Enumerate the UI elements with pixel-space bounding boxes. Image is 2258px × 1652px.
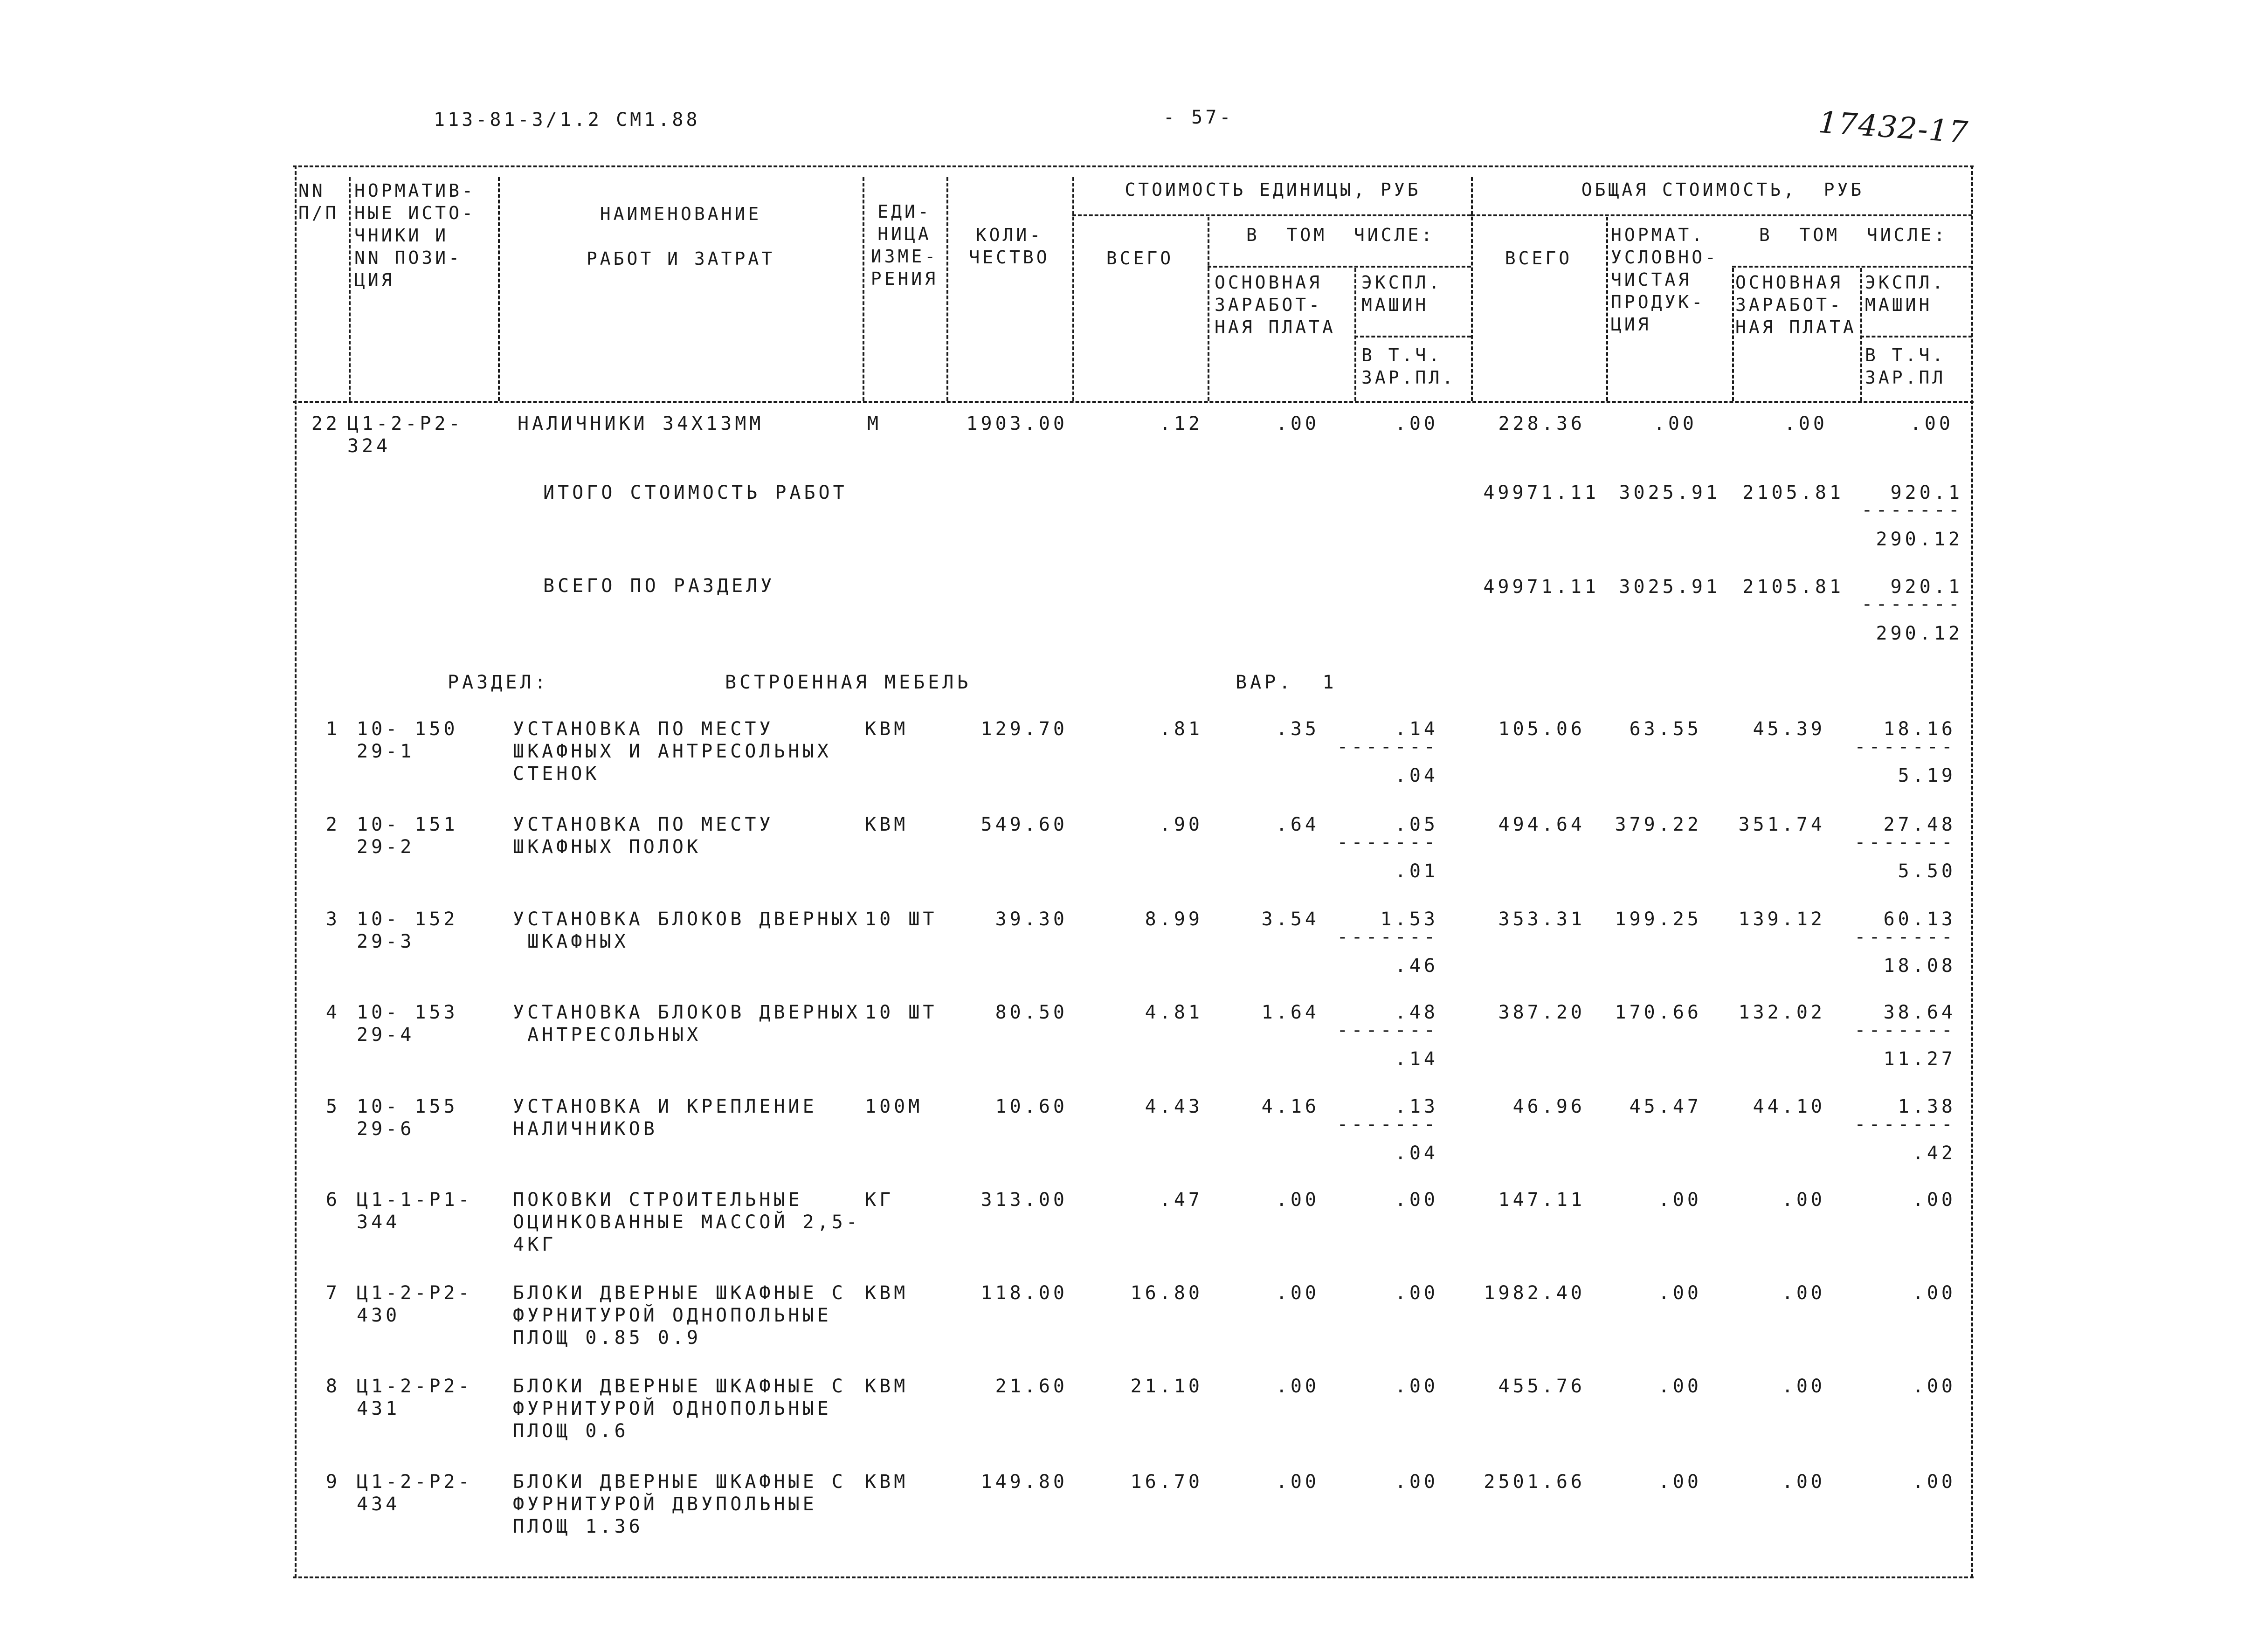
header-col-qty: КОЛИ- ЧЕСТВО: [969, 225, 1050, 268]
row-total-mach-wage: 5.50: [1898, 860, 1956, 882]
header-separator: [1860, 268, 1862, 401]
row-unit: КГ: [865, 1189, 894, 1211]
header-separator: [498, 177, 500, 401]
header-unit-mach-wage: В Т.Ч. ЗАР.ПЛ.: [1361, 345, 1456, 388]
row-unit-total: .47: [1159, 1189, 1203, 1211]
header-col-name: НАИМЕНОВАНИЕ РАБОТ И ЗАТРАТ: [586, 204, 775, 269]
row-unit-rule: -------: [1337, 736, 1438, 757]
row-name: БЛОКИ ДВЕРНЫЕ ШКАФНЫЕ С ФУРНИТУРОЙ ОДНОПОЛЬНЫЕ ПЛОЩ 0.6: [513, 1376, 846, 1442]
row-total-norm: 379.22: [1615, 814, 1702, 835]
row-qty: 549.60: [981, 814, 1068, 835]
row-unit: КВМ: [865, 718, 909, 740]
row-unit-mach-wage: .04: [1395, 1143, 1438, 1164]
row-total-mach-wage: 11.27: [1883, 1048, 1956, 1070]
row-unit-total: 21.10: [1130, 1376, 1203, 1397]
row-total-wage: .00: [1782, 1471, 1825, 1493]
row-unit-wage: .64: [1276, 814, 1319, 835]
totals-wage: 2105.81: [1742, 482, 1844, 503]
row-unit-rule: -------: [1337, 1019, 1438, 1041]
header-col-unit: ЕДИ- НИЦА ИЗМЕ- РЕНИЯ: [870, 201, 939, 289]
row-total-mach: 27.48: [1883, 814, 1956, 835]
row-total-wage: .00: [1784, 413, 1828, 434]
row-unit-rule: -------: [1337, 1114, 1438, 1135]
header-separator: [1606, 217, 1608, 401]
totals-mach-wage: 290.12: [1876, 529, 1963, 550]
row-total-norm: .00: [1658, 1376, 1702, 1397]
row-unit-wage: .00: [1276, 413, 1319, 434]
section-variant: ВАР. 1: [1236, 672, 1337, 693]
row-unit-mach-wage: .14: [1395, 1048, 1438, 1070]
row-unit-wage: .00: [1276, 1189, 1319, 1211]
header-total-cost: ОБЩАЯ СТОИМОСТЬ, РУБ: [1581, 179, 1864, 200]
row-total-norm: .00: [1658, 1189, 1702, 1211]
row-name: ПОКОВКИ СТРОИТЕЛЬНЫЕ ОЦИНКОВАННЫЕ МАССОЙ 2,5- 4КГ: [513, 1189, 861, 1255]
row-total: 1982.40: [1484, 1282, 1585, 1304]
row-name: УСТАНОВКА БЛОКОВ ДВЕРНЫХ ШКАФНЫХ: [513, 909, 861, 952]
row-number: 6: [325, 1189, 340, 1211]
row-name: УСТАНОВКА БЛОКОВ ДВЕРНЫХ АНТРЕСОЛЬНЫХ: [513, 1002, 861, 1046]
row-name: УСТАНОВКА ПО МЕСТУ ШКАФНЫХ И АНТРЕСОЛЬНЫХ СТЕНОК: [513, 718, 832, 785]
row-unit: 10 ШТ: [865, 909, 938, 930]
row-unit-wage: 1.64: [1261, 1002, 1319, 1023]
row-total-wage: 139.12: [1738, 909, 1825, 930]
row-unit-mach-wage: .01: [1395, 860, 1438, 882]
totals-mach: 920.1: [1890, 576, 1963, 598]
row-total: 353.31: [1498, 909, 1585, 930]
row-norm-source: Ц1-2-Р2- 431: [357, 1376, 473, 1419]
row-total-mach-wage: 5.19: [1898, 765, 1956, 786]
row-unit-mach: 1.53: [1380, 909, 1438, 930]
row-unit: 10 ШТ: [865, 1002, 938, 1023]
header-unit-incl: В ТОМ ЧИСЛЕ:: [1246, 225, 1435, 245]
header-separator: [349, 177, 351, 401]
header-total-wage: ОСНОВНАЯ ЗАРАБОТ- НАЯ ПЛАТА: [1735, 272, 1857, 337]
section-label: РАЗДЕЛ:: [448, 672, 549, 693]
row-total-rule: -------: [1854, 736, 1956, 757]
row-total-wage: 44.10: [1753, 1096, 1825, 1117]
row-unit-total: .81: [1159, 718, 1203, 740]
row-total-norm: .00: [1653, 413, 1697, 434]
row-unit-mach: .00: [1395, 1189, 1438, 1211]
row-unit: КВМ: [865, 1471, 909, 1493]
row-total-mach: .00: [1912, 1471, 1956, 1493]
header-separator: [1208, 217, 1209, 401]
row-total: 2501.66: [1484, 1471, 1585, 1493]
row-unit-rule: -------: [1337, 832, 1438, 853]
header-unit-total: ВСЕГО: [1106, 248, 1174, 268]
row-total-mach-wage: 18.08: [1883, 955, 1956, 977]
row-unit-total: 16.80: [1130, 1282, 1203, 1304]
header-col-no: NN П/П: [298, 180, 339, 223]
row-qty: 80.50: [995, 1002, 1068, 1023]
row-qty: 118.00: [981, 1282, 1068, 1304]
row-total-rule: -------: [1854, 926, 1956, 948]
row-unit-mach: .00: [1395, 1282, 1438, 1304]
page-number: - 57-: [1163, 107, 1234, 128]
row-qty: 149.80: [981, 1471, 1068, 1493]
row-total: 228.36: [1498, 413, 1585, 434]
row-number: 8: [325, 1376, 340, 1397]
row-name: БЛОКИ ДВЕРНЫЕ ШКАФНЫЕ С ФУРНИТУРОЙ ОДНОПОЛЬНЫЕ ПЛОЩ 0.85 0.9: [513, 1282, 846, 1349]
row-qty: 313.00: [981, 1189, 1068, 1211]
row-qty: 10.60: [995, 1096, 1068, 1117]
row-unit-wage: 3.54: [1261, 909, 1319, 930]
row-total-wage: .00: [1782, 1189, 1825, 1211]
row-unit-mach: .00: [1395, 1471, 1438, 1493]
row-name: НАЛИЧНИКИ 34Х13ММ: [518, 413, 764, 434]
row-unit-mach: .00: [1395, 413, 1438, 434]
row-norm-source: Ц1-2-Р2- 430: [357, 1282, 473, 1326]
totals-mach-wage: 290.12: [1876, 623, 1963, 644]
row-total-wage: 351.74: [1738, 814, 1825, 835]
row-total-wage: .00: [1782, 1282, 1825, 1304]
row-norm-source: Ц1-2-Р2- 324: [347, 413, 463, 457]
row-total: 46.96: [1512, 1096, 1585, 1117]
row-total-mach: .00: [1910, 413, 1954, 434]
row-qty: 21.60: [995, 1376, 1068, 1397]
row-unit-wage: .00: [1276, 1282, 1319, 1304]
row-unit: КВМ: [865, 1376, 909, 1397]
row-unit-mach: .14: [1395, 718, 1438, 740]
frame-right-rule: [1971, 165, 1973, 1578]
row-unit-total: 4.81: [1145, 1002, 1203, 1023]
row-unit-wage: 4.16: [1261, 1096, 1319, 1117]
row-total-mach-wage: .42: [1912, 1143, 1956, 1164]
header-separator: [863, 177, 864, 401]
header-separator: [946, 177, 948, 401]
totals-mach: 920.1: [1890, 482, 1963, 503]
row-total-mach: .00: [1912, 1282, 1956, 1304]
row-total-mach: 18.16: [1883, 718, 1956, 740]
row-total-norm: 45.47: [1629, 1096, 1702, 1117]
row-unit: КВМ: [865, 814, 909, 835]
row-unit-total: 4.43: [1145, 1096, 1203, 1117]
row-unit-wage: .35: [1276, 718, 1319, 740]
row-number: 4: [325, 1002, 340, 1023]
header-total-mach-wage: В Т.Ч. ЗАР.ПЛ: [1865, 345, 1946, 388]
frame-top-rule: [293, 165, 1974, 167]
row-total: 147.11: [1498, 1189, 1585, 1211]
row-unit-mach-wage: .04: [1395, 765, 1438, 786]
header-total-norm: НОРМАТ. УСЛОВНО- ЧИСТАЯ ПРОДУК- ЦИЯ: [1611, 225, 1719, 335]
header-total-all: ВСЕГО: [1505, 248, 1573, 268]
row-total: 105.06: [1498, 718, 1585, 740]
row-number: 5: [325, 1096, 340, 1117]
header-unit-mach: ЭКСПЛ. МАШИН: [1361, 272, 1443, 315]
row-total-norm: .00: [1658, 1282, 1702, 1304]
row-unit-total: .12: [1159, 413, 1203, 434]
section-title: ВСТРОЕННАЯ МЕБЕЛЬ: [725, 672, 972, 693]
row-qty: 39.30: [995, 909, 1068, 930]
row-unit-rule: -------: [1337, 926, 1438, 948]
handwritten-number: 17432-17: [1817, 105, 1970, 151]
totals-total: 49971.11: [1483, 576, 1599, 598]
row-total-mach: 60.13: [1883, 909, 1956, 930]
row-total-norm: 170.66: [1615, 1002, 1702, 1023]
row-unit-mach: .13: [1395, 1096, 1438, 1117]
header-separator: [1354, 268, 1356, 401]
totals-norm: 3025.91: [1619, 576, 1720, 598]
row-norm-source: 10- 150 29-1: [357, 718, 458, 762]
header-unit-cost: СТОИМОСТЬ ЕДИНИЦЫ, РУБ: [1125, 179, 1421, 200]
frame-left-rule: [295, 165, 297, 1578]
header-separator: [1471, 177, 1473, 401]
row-number: 9: [325, 1471, 340, 1493]
totals-label: ВСЕГО ПО РАЗДЕЛУ: [543, 575, 775, 597]
totals-norm: 3025.91: [1619, 482, 1720, 503]
row-total-mach: .00: [1912, 1189, 1956, 1211]
row-norm-source: 10- 152 29-3: [357, 909, 458, 952]
row-total-rule: -------: [1854, 832, 1956, 853]
header-sub-rule: [1354, 336, 1471, 337]
row-qty: 129.70: [981, 718, 1068, 740]
row-unit-total: .90: [1159, 814, 1203, 835]
header-separator: [1072, 177, 1074, 401]
row-norm-source: 10- 155 29-6: [357, 1096, 458, 1140]
header-total-mach: ЭКСПЛ. МАШИН: [1865, 272, 1946, 315]
row-unit-total: 16.70: [1130, 1471, 1203, 1493]
row-total-wage: 132.02: [1738, 1002, 1825, 1023]
header-col-norm: НОРМАТИВ- НЫЕ ИСТО- ЧНИКИ И NN ПОЗИ- ЦИЯ: [354, 180, 476, 290]
row-norm-source: 10- 153 29-4: [357, 1002, 458, 1046]
row-number: 7: [325, 1282, 340, 1304]
totals-rule: -------: [1861, 593, 1963, 615]
row-total-mach: 38.64: [1883, 1002, 1956, 1023]
totals-wage: 2105.81: [1742, 576, 1844, 598]
row-total-mach: 1.38: [1898, 1096, 1956, 1117]
row-total-rule: -------: [1854, 1114, 1956, 1135]
row-total-norm: 63.55: [1629, 718, 1702, 740]
row-unit-mach: .05: [1395, 814, 1438, 835]
header-sub-rule: [1860, 336, 1972, 337]
row-norm-source: 10- 151 29-2: [357, 814, 458, 858]
row-unit-wage: .00: [1276, 1376, 1319, 1397]
frame-bottom-rule: [293, 1576, 1974, 1578]
header-sub-rule: [1732, 266, 1972, 268]
row-unit-total: 8.99: [1145, 909, 1203, 930]
row-unit: КВМ: [865, 1282, 909, 1304]
row-total-rule: -------: [1854, 1019, 1956, 1041]
row-qty: 1903.00: [966, 413, 1068, 434]
row-unit-mach: .48: [1395, 1002, 1438, 1023]
row-name: УСТАНОВКА ПО МЕСТУ ШКАФНЫХ ПОЛОК: [513, 814, 774, 858]
header-sub-rule: [1072, 214, 1471, 216]
row-total-wage: 45.39: [1753, 718, 1825, 740]
header-bottom-rule: [293, 401, 1974, 403]
row-name: БЛОКИ ДВЕРНЫЕ ШКАФНЫЕ С ФУРНИТУРОЙ ДВУПОЛЬНЫЕ ПЛОЩ 1.36: [513, 1471, 846, 1537]
header-separator: [1732, 268, 1734, 401]
row-total: 455.76: [1498, 1376, 1585, 1397]
row-unit-wage: .00: [1276, 1471, 1319, 1493]
row-number: 2: [325, 814, 340, 835]
header-sub-rule: [1208, 266, 1471, 268]
row-unit-mach: .00: [1395, 1376, 1438, 1397]
row-total: 387.20: [1498, 1002, 1585, 1023]
row-total-mach: .00: [1912, 1376, 1956, 1397]
row-total-norm: .00: [1658, 1471, 1702, 1493]
row-number: 3: [325, 909, 340, 930]
header-unit-wage: ОСНОВНАЯ ЗАРАБОТ- НАЯ ПЛАТА: [1215, 272, 1336, 337]
row-norm-source: Ц1-1-Р1- 344: [357, 1189, 473, 1233]
header-total-incl: В ТОМ ЧИСЛЕ:: [1759, 225, 1948, 245]
row-unit-mach-wage: .46: [1395, 955, 1438, 977]
totals-rule: -------: [1861, 499, 1963, 521]
row-total: 494.64: [1498, 814, 1585, 835]
row-total-wage: .00: [1782, 1376, 1825, 1397]
document-code: 113-81-3/1.2 СМ1.88: [434, 109, 700, 131]
totals-total: 49971.11: [1483, 482, 1599, 503]
row-total-norm: 199.25: [1615, 909, 1702, 930]
totals-label: ИТОГО СТОИМОСТЬ РАБОТ: [543, 482, 848, 503]
header-sub-rule: [1471, 214, 1972, 216]
row-unit: 100М: [865, 1096, 923, 1117]
row-number: 22: [311, 413, 340, 434]
row-unit: М: [867, 413, 882, 434]
row-name: УСТАНОВКА И КРЕПЛЕНИЕ НАЛИЧНИКОВ: [513, 1096, 817, 1140]
row-number: 1: [325, 718, 340, 740]
row-norm-source: Ц1-2-Р2- 434: [357, 1471, 473, 1515]
